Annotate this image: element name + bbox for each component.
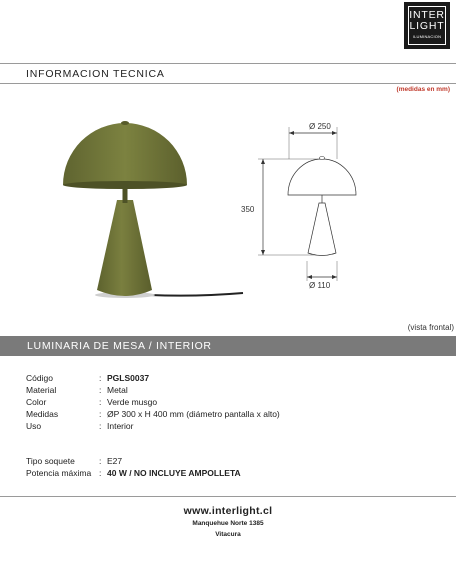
- spec-value: PGLS0037: [107, 373, 150, 383]
- spec-label: Color: [26, 397, 47, 407]
- spec-value: Metal: [107, 385, 128, 395]
- footer-rule: [0, 496, 456, 497]
- spec-value: 40 W / NO INCLUYE AMPOLLETA: [107, 468, 241, 478]
- spec-label: Medidas: [26, 409, 59, 419]
- spec-value: E27: [107, 456, 123, 466]
- drawing-body: [308, 203, 336, 256]
- electrical-spec-list: Tipo soquete : E27 Potencia máxima : 40 W / NO INCLUYE AMPOLLETA: [26, 456, 241, 478]
- lamp-product-image: [55, 105, 255, 305]
- spec-value: ØP 300 x H 400 mm (diámetro pantalla x alto): [107, 409, 280, 419]
- spec-value: Interior: [107, 421, 134, 431]
- address: Manquehue Norte 1385: [192, 520, 264, 527]
- dimension-height: 350: [241, 205, 255, 214]
- dimension-diameter-base: Ø 110: [309, 281, 331, 290]
- drawing-shade: [288, 159, 356, 195]
- logo-line-3: ILUMINACION: [412, 34, 442, 39]
- logo-line-1: INTER: [409, 9, 445, 21]
- spec-label: Tipo soquete: [26, 456, 75, 466]
- logo-line-2: LIGHT: [409, 20, 445, 32]
- spec-value: Verde musgo: [107, 397, 158, 407]
- lamp-finial: [121, 121, 129, 125]
- city: Vitacura: [215, 531, 241, 538]
- spec-label: Material: [26, 385, 57, 395]
- units-note: (medidas en mm): [396, 86, 450, 93]
- spec-label: Potencia máxima: [26, 468, 92, 478]
- view-note: (vista frontal): [407, 323, 454, 332]
- spec-label: Uso: [26, 421, 42, 431]
- spec-list: Código : PGLS0037 Material : Metal Color : Verde musgo Medidas : ØP 300 x H 400 mm (diámetro pantalla x alto) Uso : Interior: [26, 373, 280, 431]
- header-top-rule: [0, 63, 456, 64]
- section-title: INFORMACION TECNICA: [26, 68, 165, 80]
- website-link[interactable]: www.interlight.cl: [183, 505, 273, 517]
- lamp-shade: [63, 123, 187, 189]
- lamp-body: [97, 200, 152, 296]
- spec-label: Código: [26, 373, 53, 383]
- interlight-logo: [404, 2, 450, 49]
- lamp-shade-rim: [63, 181, 187, 189]
- dimension-diameter-top: Ø 250: [309, 122, 331, 131]
- header-bottom-rule: [0, 83, 456, 84]
- product-title: LUMINARIA DE MESA / INTERIOR: [27, 340, 212, 352]
